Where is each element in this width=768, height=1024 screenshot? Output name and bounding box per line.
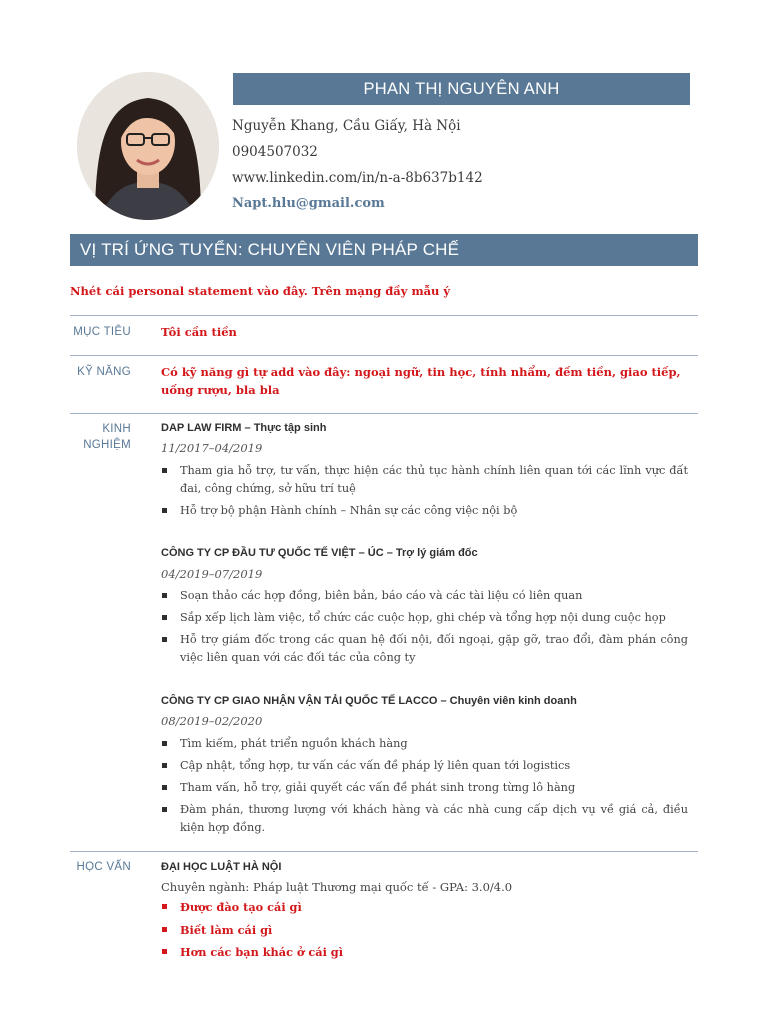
section-divider bbox=[70, 851, 698, 852]
email-link[interactable]: Napt.hlu@gmail.com bbox=[232, 196, 385, 211]
list-item bbox=[161, 587, 688, 605]
list-item-text: Tham gia hỗ trợ, tư vấn, thực hiện các thủ tục hành chính liên quan tới các lĩnh vực đất đai, công chứng, sở hữu trí tuệ bbox=[180, 464, 688, 495]
list-item-text: Sắp xếp lịch làm việc, tổ chức các cuộc họp, ghi chép và tổng hợp nội dung cuộc họp bbox=[180, 611, 666, 624]
list-item bbox=[161, 898, 688, 916]
objective-label: MỤC TIÊU bbox=[73, 326, 131, 338]
bullet-icon bbox=[162, 637, 167, 642]
list-item bbox=[161, 735, 688, 753]
list-item-text: Hơn các bạn khác ở cái gì bbox=[180, 945, 343, 959]
section-divider bbox=[70, 315, 698, 316]
job-title: DAP LAW FIRM – Thực tập sinh bbox=[161, 422, 327, 434]
name-banner bbox=[233, 73, 690, 105]
bullet-icon bbox=[162, 593, 167, 598]
address-text: Nguyễn Khang, Cầu Giấy, Hà Nội bbox=[232, 118, 461, 134]
list-item bbox=[161, 502, 688, 520]
experience-label: KINH bbox=[102, 423, 131, 435]
profile-photo bbox=[77, 72, 219, 220]
list-item bbox=[161, 921, 688, 939]
job-date: 08/2019–02/2020 bbox=[161, 714, 263, 728]
job-date: 04/2019–07/2019 bbox=[161, 567, 263, 581]
list-item-text: Hỗ trợ giám đốc trong các quan hệ đối nội, đối ngoại, gặp gỡ, trao đổi, đàm phán công việc liên quan với các đối tác của công ty bbox=[180, 633, 688, 664]
list-item bbox=[161, 462, 688, 498]
job-title: CÔNG TY CP ĐẦU TƯ QUỐC TẾ VIỆT – ÚC – Trợ lý giám đốc bbox=[161, 547, 478, 559]
skills-text: Có kỹ năng gì tự add vào đây: ngoại ngữ, tin học, tính nhẩm, đếm tiền, giao tiếp, uống rượu, bla bla bbox=[161, 365, 681, 397]
bullet-icon bbox=[162, 807, 167, 812]
full-name: PHAN THỊ NGUYÊN ANH bbox=[363, 79, 560, 98]
list-item bbox=[161, 631, 688, 667]
experience-label: NGHIỆM bbox=[83, 439, 131, 451]
school-name: ĐẠI HỌC LUẬT HÀ NỘI bbox=[161, 861, 282, 873]
position-banner bbox=[70, 234, 698, 266]
linkedin-link[interactable]: www.linkedin.com/in/n-a-8b637b142 bbox=[232, 170, 483, 186]
list-item-text: Được đào tạo cái gì bbox=[180, 900, 302, 914]
list-item-text: Biết làm cái gì bbox=[180, 923, 273, 937]
bullet-icon bbox=[162, 615, 167, 620]
list-item-text: Soạn thảo các hợp đồng, biên bản, báo cáo và các tài liệu có liên quan bbox=[180, 589, 583, 602]
objective-text: Tôi cần tiền bbox=[161, 325, 237, 339]
list-item bbox=[161, 943, 688, 961]
bullet-icon bbox=[162, 468, 167, 473]
list-item-text: Tìm kiếm, phát triển nguồn khách hàng bbox=[180, 737, 408, 750]
bullet-icon bbox=[162, 741, 167, 746]
list-item-text: Tham vấn, hỗ trợ, giải quyết các vấn đề phát sinh trong từng lô hàng bbox=[180, 781, 576, 794]
job-title: CÔNG TY CP GIAO NHẬN VẬN TẢI QUỐC TẾ LACCO – Chuyên viên kinh doanh bbox=[161, 695, 577, 707]
list-item bbox=[161, 779, 688, 797]
portrait-image bbox=[77, 72, 219, 220]
bullet-icon bbox=[162, 949, 167, 954]
bullet-icon bbox=[162, 785, 167, 790]
section-divider bbox=[70, 355, 698, 356]
list-item-text: Hỗ trợ bộ phận Hành chính – Nhân sự các công việc nội bộ bbox=[180, 504, 518, 517]
bullet-icon bbox=[162, 763, 167, 768]
list-item bbox=[161, 757, 688, 775]
education-label: HỌC VẤN bbox=[76, 861, 131, 873]
phone-text: 0904507032 bbox=[232, 144, 318, 160]
list-item bbox=[161, 801, 688, 837]
section-divider bbox=[70, 413, 698, 414]
skills-label: KỸ NĂNG bbox=[77, 366, 131, 378]
personal-statement: Nhét cái personal statement vào đây. Trên mạng đầy mẫu ý bbox=[70, 284, 451, 298]
bullet-icon bbox=[162, 508, 167, 513]
bullet-icon bbox=[162, 904, 167, 909]
list-item bbox=[161, 609, 688, 627]
position-title: VỊ TRÍ ỨNG TUYỂN: CHUYÊN VIÊN PHÁP CHẾ bbox=[80, 240, 460, 259]
list-item-text: Đàm phán, thương lượng với khách hàng và các nhà cung cấp dịch vụ về giá cả, điều kiện hợp đồng. bbox=[180, 803, 688, 834]
job-date: 11/2017–04/2019 bbox=[161, 441, 263, 455]
bullet-icon bbox=[162, 927, 167, 932]
list-item-text: Cập nhật, tổng hợp, tư vấn các vấn đề pháp lý liên quan tới logistics bbox=[180, 759, 571, 772]
education-major: Chuyên ngành: Pháp luật Thương mại quốc tế - GPA: 3.0/4.0 bbox=[161, 880, 513, 894]
